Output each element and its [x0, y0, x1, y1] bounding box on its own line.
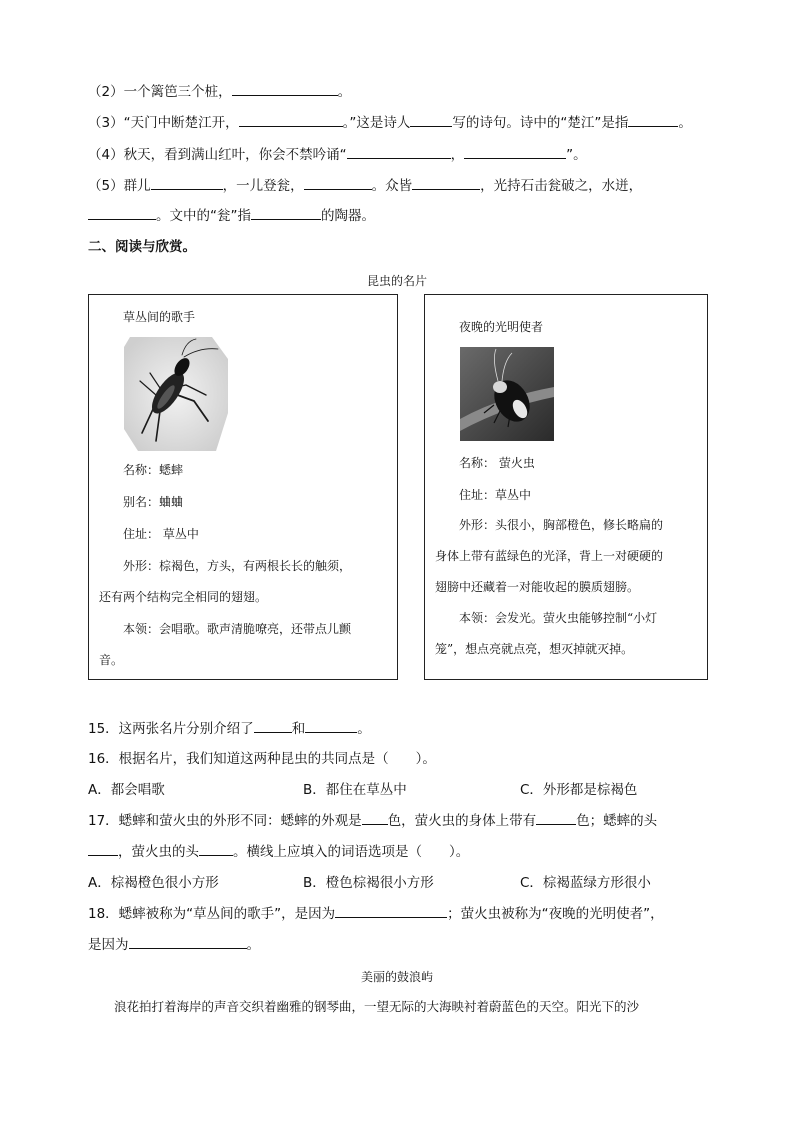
- answer-blank[interactable]: [239, 112, 343, 127]
- passage-title: 美丽的鼓浪屿: [360, 970, 433, 984]
- card1-skill-2: 音。: [99, 653, 124, 667]
- card1-look-1: 外形：棕褐色，方头，有两根长长的触须，: [123, 559, 352, 573]
- q3-text-1: （3）“天门中断楚江开，: [88, 115, 239, 131]
- q15-text-2: 和: [291, 721, 306, 737]
- question-5-line-1: [88, 175, 642, 197]
- q5-text-4: ，光持石击瓮破之，水迸，: [480, 178, 643, 194]
- question-17-line-2: [88, 841, 469, 863]
- q5-text-2: ，一儿登瓮，: [222, 178, 304, 194]
- q3-text-3: 写的诗句。诗中的“楚江”是指: [452, 115, 629, 131]
- q15-text-3: 。: [357, 721, 371, 737]
- q4-text-3: ”。: [566, 147, 587, 163]
- q5-text-1: （5）群儿: [88, 178, 151, 194]
- answer-blank[interactable]: [232, 81, 338, 96]
- q4-text-2: ，: [450, 147, 465, 163]
- question-5-line-2: [88, 205, 375, 227]
- answer-blank[interactable]: [88, 841, 118, 856]
- q18-text-3: 是因为: [88, 937, 129, 953]
- section-title: 二、阅读与欣赏。: [88, 239, 196, 255]
- q5-text-5: 。文中的“瓮”指: [156, 208, 251, 224]
- answer-blank[interactable]: [254, 718, 292, 733]
- q18-text-1: 18．蟋蟀被称为“草丛间的歌手”，是因为: [88, 906, 336, 922]
- q16-option-a[interactable]: A．都会唱歌: [88, 782, 165, 798]
- card1-look-2: 还有两个结构完全相同的翅翅。: [99, 590, 268, 604]
- q17-option-c[interactable]: C．棕褐蓝绿方形很小: [520, 875, 651, 891]
- q17-text-5: 。横线上应填入的词语选项是（ ）。: [233, 844, 470, 860]
- cricket-image: [124, 337, 228, 451]
- firefly-image: [460, 347, 554, 441]
- q17-text-4: ，萤火虫的头: [118, 844, 199, 860]
- q17-text-2: 色，萤火虫的身体上带有: [387, 813, 537, 829]
- answer-blank[interactable]: [347, 144, 451, 159]
- question-16: 16．根据名片，我们知道这两种昆虫的共同点是（ ）。: [88, 751, 436, 767]
- q5-text-3: 。众皆: [371, 178, 413, 194]
- q17-option-b[interactable]: B．橙色棕褐很小方形: [303, 875, 434, 891]
- q3-text-4: 。: [678, 115, 692, 131]
- question-15: [88, 718, 371, 740]
- q17-text-1: 17．蟋蟀和萤火虫的外形不同：蟋蟀的外观是: [88, 813, 362, 829]
- question-2: [88, 81, 351, 103]
- q18-text-4: 。: [246, 937, 260, 953]
- question-18-line-1: [88, 903, 664, 925]
- card1-heading: 草丛间的歌手: [123, 310, 196, 324]
- card1-alias: 别名：蛐蛐: [123, 495, 184, 509]
- card2-home: 住址：草丛中: [459, 488, 532, 502]
- card2-name: 名称： 萤火虫: [459, 456, 535, 470]
- card1-skill-1: 本领：会唱歌。歌声清脆嘹亮，还带点儿颤: [123, 622, 352, 636]
- q5-text-6: 的陶器。: [321, 208, 375, 224]
- card2-look-3: 翅膀中还藏着一对能收起的膜质翅膀。: [435, 580, 640, 594]
- card1-name: 名称：蟋蟀: [123, 463, 184, 477]
- answer-blank[interactable]: [199, 841, 233, 856]
- card2-look-1: 外形：头很小，胸部橙色，修长略扁的: [459, 518, 664, 532]
- q15-text-1: 15．这两张名片分别介绍了: [88, 721, 254, 737]
- question-18-line-2: [88, 934, 260, 956]
- answer-blank[interactable]: [88, 205, 156, 220]
- answer-blank[interactable]: [410, 112, 452, 127]
- answer-blank[interactable]: [464, 144, 566, 159]
- card-firefly: [424, 294, 708, 680]
- q3-text-2: 。”这是诗人: [342, 115, 411, 131]
- question-3: [88, 112, 692, 134]
- q17-text-3: 色；蟋蟀的头: [576, 813, 658, 829]
- card1-home: 住址： 草丛中: [123, 527, 199, 541]
- question-4: [88, 144, 587, 166]
- q4-text-1: （4）秋天，看到满山红叶，你会不禁吟诵“: [88, 147, 347, 163]
- card-cricket: [88, 294, 398, 680]
- question-17-line-1: [88, 810, 657, 832]
- q17-option-a[interactable]: A．棕褐橙色很小方形: [88, 875, 219, 891]
- answer-blank[interactable]: [412, 175, 480, 190]
- q2-suffix: 。: [337, 84, 352, 100]
- answer-blank[interactable]: [151, 175, 223, 190]
- q16-option-c[interactable]: C．外形都是棕褐色: [520, 782, 638, 798]
- q18-text-2: ；萤火虫被称为“夜晚的光明使者”，: [447, 906, 664, 922]
- answer-blank[interactable]: [362, 810, 388, 825]
- answer-blank[interactable]: [335, 903, 447, 918]
- answer-blank[interactable]: [251, 205, 321, 220]
- q2-prefix: （2）一个篱笆三个桩，: [88, 84, 232, 100]
- answer-blank[interactable]: [305, 718, 357, 733]
- answer-blank[interactable]: [628, 112, 678, 127]
- cards-title: 昆虫的名片: [366, 274, 427, 288]
- answer-blank[interactable]: [129, 934, 247, 949]
- passage-line-1: 浪花拍打着海岸的声音交织着幽雅的钢琴曲，一望无际的大海映衬着蔚蓝色的天空。阳光下的沙: [114, 999, 640, 1014]
- q16-option-b[interactable]: B．都住在草丛中: [303, 782, 407, 798]
- answer-blank[interactable]: [304, 175, 372, 190]
- card2-look-2: 身体上带有蓝绿色的光泽，背上一对硬硬的: [435, 549, 664, 563]
- card2-skill-1: 本领：会发光。萤火虫能够控制“小灯: [459, 611, 658, 625]
- card2-heading: 夜晚的光明使者: [459, 320, 544, 334]
- answer-blank[interactable]: [536, 810, 576, 825]
- card2-skill-2: 笼”，想点亮就点亮，想灭掉就灭掉。: [435, 642, 634, 656]
